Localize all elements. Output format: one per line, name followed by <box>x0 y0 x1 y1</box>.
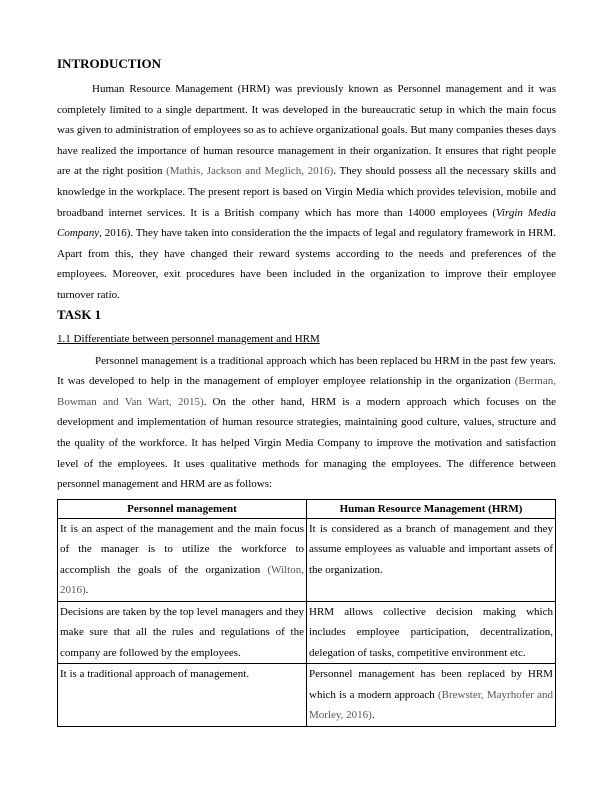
table-header-personnel: Personnel management <box>58 499 307 518</box>
task1-subheading: 1.1 Differentiate between personnel management and HRM <box>57 332 320 345</box>
table-row <box>58 664 556 727</box>
table-row <box>58 601 556 664</box>
table-cell-right <box>307 664 556 727</box>
cell-text: It is considered as a branch of management and they assume employees as valuable and important assets of the organization. <box>309 522 553 576</box>
cell-text: Decisions are taken by the top level managers and they make sure that all the rules and regulations of the company are followed by the employees. <box>60 605 304 659</box>
table-header-hrm: Human Resource Management (HRM) <box>307 499 556 518</box>
cell-citation: (Brewster, Mayrhofer and Morley, 2016) <box>309 688 553 722</box>
task1-text-b: . On the other hand, HRM is a modern approach which focuses on the development and implementation of human resource strategies, maintaining good culture, values, structure and the quality of the workforce. It has helped Virgin Media Company to improve the motivation and satisfaction level of the employees. It uses qualitative methods for managing the employees. The difference between personnel management and HRM are as follows: <box>57 395 556 491</box>
intro-citation-2: Virgin Media Company <box>57 206 556 240</box>
table-cell-left <box>58 664 307 727</box>
cell-text: It is a traditional approach of management. <box>60 668 250 681</box>
intro-citation-1: (Mathis, Jackson and Meglich, 2016) <box>166 165 334 178</box>
intro-text-a: Human Resource Management (HRM) was previously known as Personnel management and it was completely limited to a single department. It was developed in the bureaucratic setup in which the main focus was given to administration of employees so as to achieve organizational goals. But many companies theses days have realized the importance of human resource management in their organization. It ensures that right people are at the right position <box>57 83 556 178</box>
intro-heading: INTRODUCTION <box>57 56 162 71</box>
table-cell-right <box>307 518 556 601</box>
intro-text-c: , 2016). They have taken into consideration the the impacts of legal and regulatory framework in HRM. Apart from this, they have changed their reward systems according to the needs and preferences of the employees. Moreover, exit procedures have been included in the organization to improve their employee turnover ratio. <box>57 227 556 301</box>
intro-paragraph <box>57 79 556 306</box>
task1-paragraph <box>57 351 556 495</box>
cell-text-end: . <box>371 709 375 722</box>
task1-text-a: Personnel management is a traditional approach which has been replaced bu HRM in the past few years. It was developed to help in the management of employer employee relationship in the organization <box>57 354 556 388</box>
comparison-table <box>57 499 556 727</box>
table-cell-left <box>58 601 307 664</box>
intro-text-b: . They should possess all the necessary skills and knowledge in the workplace. The present report is based on Virgin Media which provides television, mobile and broadband internet services. It is a British company which has more than 14000 employees ( <box>57 165 557 219</box>
document-page <box>57 55 556 727</box>
table-header-row <box>58 499 556 518</box>
cell-citation: (Wilton, 2016) <box>60 563 304 597</box>
task1-citation: (Berman, Bowman and Van Wart, 2015) <box>57 375 556 408</box>
cell-text: HRM allows collective decision making which includes employee participation, decentralization, delegation of tasks, competitive environment etc. <box>309 605 553 659</box>
table-row <box>58 518 556 601</box>
task1-heading: TASK 1 <box>57 306 102 322</box>
cell-text-end: . <box>85 584 89 597</box>
cell-text: Personnel management has been replaced by HRM which is a modern approach <box>309 668 553 701</box>
table-cell-right <box>307 601 556 664</box>
cell-text: It is an aspect of the management and the main focus of the manager is to utilize the workforce to accomplish the goals of the organization <box>60 522 304 576</box>
table-cell-left <box>58 518 307 601</box>
